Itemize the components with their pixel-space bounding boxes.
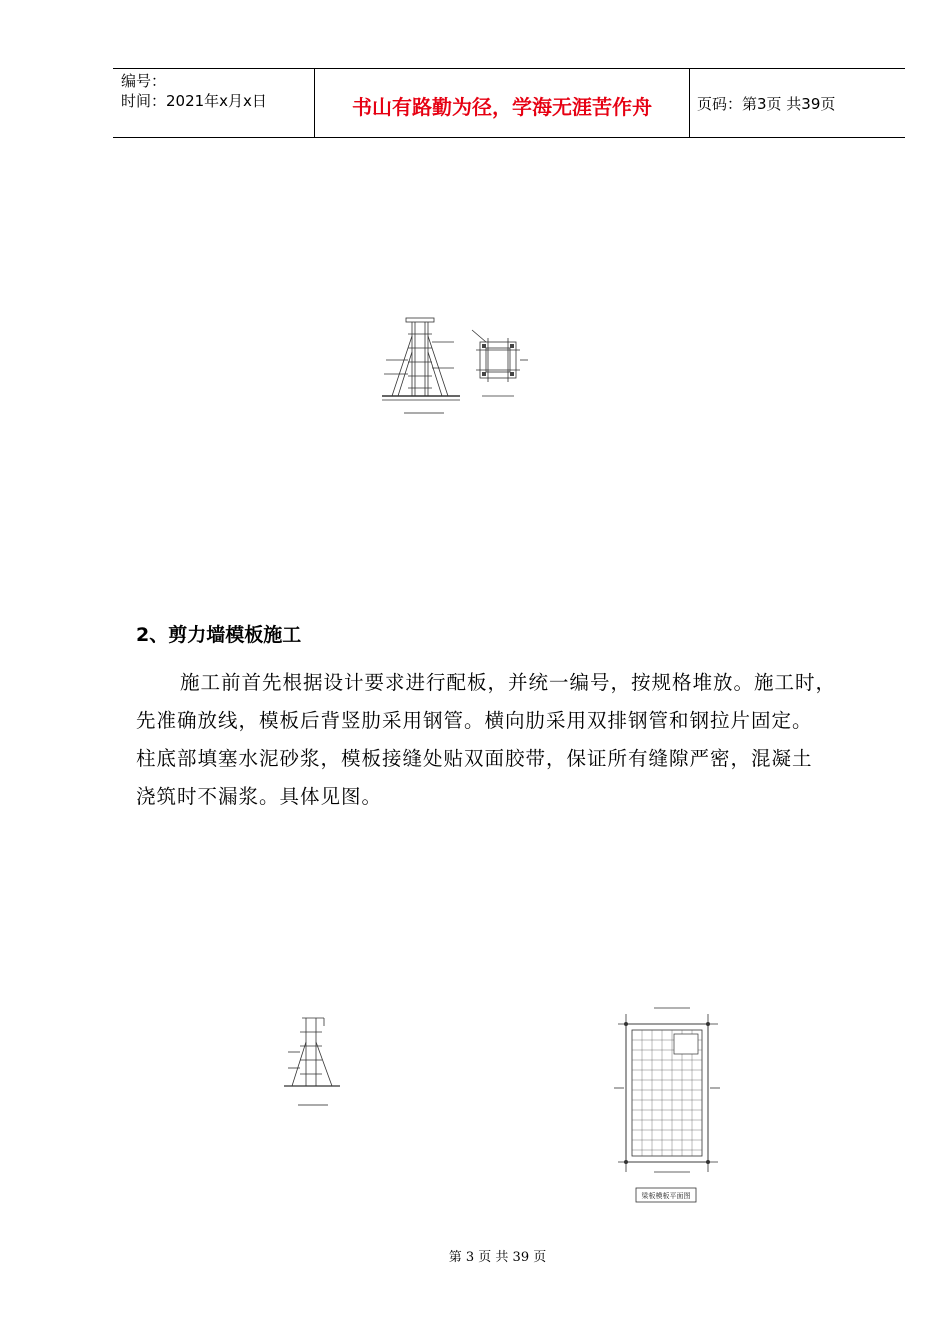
header-page-cell xyxy=(689,69,905,137)
paragraph-line: 先准确放线，模板后背竖肋采用钢管。横向肋采用双排钢管和钢拉片固定。 xyxy=(136,709,813,732)
time-label: 时间：2021年x月x日 xyxy=(121,92,267,110)
section-heading: 2、剪力墙模板施工 xyxy=(136,624,302,646)
paragraph-line: 柱底部填塞水泥砂浆，模板接缝处贴双面胶带，保证所有缝隙严密，混凝土 xyxy=(136,747,813,770)
shear-wall-formwork-drawing xyxy=(280,1012,350,1122)
plan-caption: 梁板模板平面图 xyxy=(641,1192,691,1200)
document-header xyxy=(113,68,905,138)
slab-formwork-plan-drawing xyxy=(614,1000,722,1212)
paragraph-line: 浇筑时不漏浆。具体见图。 xyxy=(136,785,383,808)
motto-text: 书山有路勤为径，学海无涯苦作舟 xyxy=(352,95,652,119)
section-paragraph xyxy=(136,664,896,816)
header-motto-cell xyxy=(314,69,690,137)
header-page-label: 页码：第3页 共39页 xyxy=(697,95,836,113)
number-label: 编号： xyxy=(121,72,167,90)
column-formwork-drawing xyxy=(368,312,528,430)
paragraph-line: 施工前首先根据设计要求进行配板，并统一编号，按规格堆放。施工时， xyxy=(180,671,837,694)
page-footer: 第 3 页 共 39 页 xyxy=(448,1250,547,1265)
header-meta-cell xyxy=(113,69,314,137)
